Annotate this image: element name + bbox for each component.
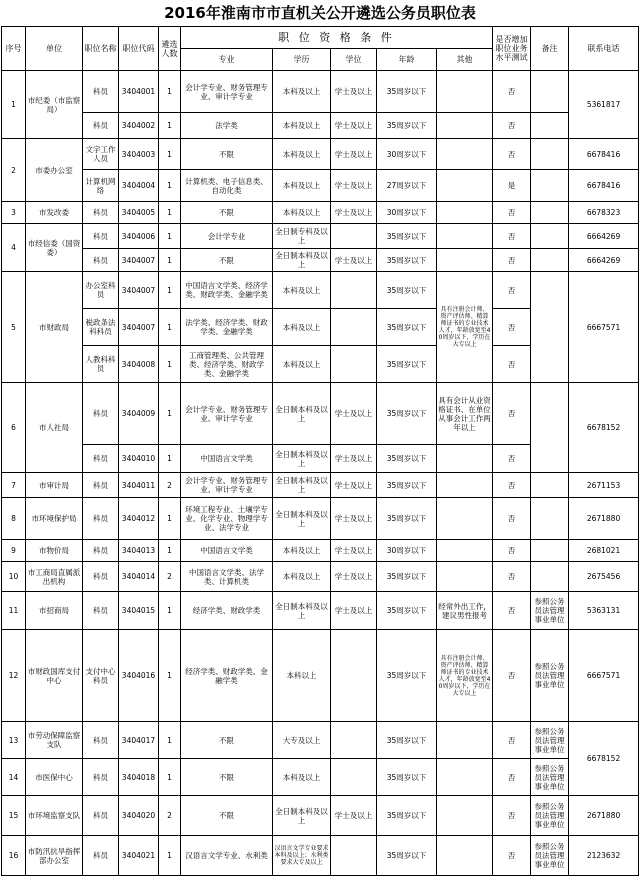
cell-degree: [331, 836, 377, 876]
cell-position-code: 3404014: [119, 562, 159, 592]
cell-num: 1: [159, 272, 181, 309]
cell-seq: 7: [2, 473, 26, 498]
cell-other: [437, 796, 493, 836]
cell-age: 35周岁以下: [377, 796, 437, 836]
table-row: [2, 498, 639, 540]
cell-num: 2: [159, 473, 181, 498]
cell-phone: 6678416: [569, 139, 639, 170]
table-row: [2, 202, 639, 224]
cell-other: [437, 759, 493, 796]
cell-position-name: 科员: [83, 224, 119, 249]
cell-other: 具有注册会计师、资产评估师、精算师证书的专业技术人才，年龄放宽至40周岁以下，学历在大专以上: [437, 272, 493, 383]
cell-education: 本科及以上: [273, 272, 331, 309]
cell-position-name: 科员: [83, 498, 119, 540]
cell-phone: 2123632: [569, 836, 639, 876]
cell-other: 经常外出工作，建议男性报考: [437, 592, 493, 630]
cell-test: 否: [493, 562, 531, 592]
cell-test: 否: [493, 540, 531, 562]
cell-education: 全日制本科及以上: [273, 592, 331, 630]
cell-degree: 学士及以上: [331, 249, 377, 272]
header-remark: 备注: [531, 27, 569, 71]
cell-degree: [331, 722, 377, 759]
cell-education: 全日制本科及以上: [273, 383, 331, 445]
cell-unit: 市环境保护局: [26, 498, 83, 540]
cell-remark: 参照公务员法管理事业单位: [531, 759, 569, 796]
table-row: [2, 836, 639, 876]
cell-position-name: 税政条法科科员: [83, 309, 119, 346]
header-position-name: 职位名称: [83, 27, 119, 71]
cell-phone: 6678152: [569, 383, 639, 473]
cell-seq: 14: [2, 759, 26, 796]
table-row: [2, 630, 639, 722]
cell-num: 1: [159, 249, 181, 272]
cell-other: 具有注册会计师、资产评估师、精算师证书的专业技术人才，年龄放宽至40周岁以下，学历在大专以上: [437, 630, 493, 722]
table-row: [2, 759, 639, 796]
cell-position-code: 3404003: [119, 139, 159, 170]
cell-major: 中国语言文学类、经济学类、财政学类、金融学类: [181, 272, 273, 309]
cell-phone: 5363131: [569, 592, 639, 630]
cell-seq: 16: [2, 836, 26, 876]
cell-seq: 3: [2, 202, 26, 224]
cell-unit: 市物价局: [26, 540, 83, 562]
cell-age: 35周岁以下: [377, 722, 437, 759]
cell-unit: 市经信委（国资委）: [26, 224, 83, 272]
cell-major: 法学类、经济学类、财政学类、金融学类: [181, 309, 273, 346]
cell-degree: 学士及以上: [331, 592, 377, 630]
cell-remark: [531, 383, 569, 473]
table-row: [2, 224, 639, 249]
cell-phone: 2681021: [569, 540, 639, 562]
cell-age: 35周岁以下: [377, 562, 437, 592]
cell-other: [437, 202, 493, 224]
cell-seq: 13: [2, 722, 26, 759]
cell-position-code: 3404006: [119, 224, 159, 249]
cell-position-code: 3404010: [119, 445, 159, 473]
cell-remark: [531, 562, 569, 592]
cell-position-code: 3404018: [119, 759, 159, 796]
cell-seq: 4: [2, 224, 26, 272]
cell-unit: 市工商局直属派出机构: [26, 562, 83, 592]
cell-position-name: 人教科科员: [83, 346, 119, 383]
cell-num: 1: [159, 309, 181, 346]
cell-degree: 学士及以上: [331, 562, 377, 592]
cell-test: 否: [493, 630, 531, 722]
cell-degree: 学士及以上: [331, 71, 377, 113]
table-row: [2, 249, 639, 272]
header-age: 年龄: [377, 49, 437, 71]
header-major: 专业: [181, 49, 273, 71]
cell-unit: 市防汛抗旱指挥部办公室: [26, 836, 83, 876]
cell-education: 本科以上: [273, 630, 331, 722]
header-unit: 单位: [26, 27, 83, 71]
cell-position-name: 科员: [83, 383, 119, 445]
cell-test: 否: [493, 383, 531, 445]
cell-major: 不限: [181, 202, 273, 224]
cell-education: 大专及以上: [273, 722, 331, 759]
cell-phone: 2671153: [569, 473, 639, 498]
cell-position-code: 3404011: [119, 473, 159, 498]
cell-position-name: 文字工作人员: [83, 139, 119, 170]
cell-position-code: 3404007: [119, 272, 159, 309]
cell-age: 35周岁以下: [377, 836, 437, 876]
cell-other: [437, 249, 493, 272]
cell-position-name: 科员: [83, 836, 119, 876]
cell-seq: 1: [2, 71, 26, 139]
cell-seq: 11: [2, 592, 26, 630]
header-other: 其他: [437, 49, 493, 71]
cell-major: 汉语言文学专业、水利类: [181, 836, 273, 876]
cell-position-code: 3404008: [119, 346, 159, 383]
table-row: [2, 170, 639, 202]
cell-degree: 学士及以上: [331, 796, 377, 836]
cell-phone: 6667571: [569, 272, 639, 383]
cell-remark: 参照公务员法管理事业单位: [531, 796, 569, 836]
cell-phone: 5361817: [569, 71, 639, 139]
cell-position-code: 3404001: [119, 71, 159, 113]
cell-age: 30周岁以下: [377, 202, 437, 224]
cell-remark: [531, 224, 569, 249]
cell-major: 不限: [181, 722, 273, 759]
cell-major: 会计学专业、财务管理专业、审计学专业: [181, 473, 273, 498]
cell-test: 否: [493, 796, 531, 836]
cell-num: 1: [159, 224, 181, 249]
cell-unit: 市医保中心: [26, 759, 83, 796]
header-phone: 联系电话: [569, 27, 639, 71]
cell-position-code: 3404020: [119, 796, 159, 836]
cell-unit: 市审计局: [26, 473, 83, 498]
cell-remark: 参照公务员法管理事业单位: [531, 836, 569, 876]
cell-phone: 2671880: [569, 498, 639, 540]
cell-age: 30周岁以下: [377, 139, 437, 170]
cell-education: 本科及以上: [273, 113, 331, 139]
cell-seq: 5: [2, 272, 26, 383]
table-row: [2, 71, 639, 113]
page-title: 2016年淮南市市直机关公开遴选公务员职位表: [164, 4, 476, 22]
cell-education: 全日制本科及以上: [273, 473, 331, 498]
cell-num: 1: [159, 759, 181, 796]
cell-major: 计算机类、电子信息类、自动化类: [181, 170, 273, 202]
cell-remark: [531, 139, 569, 170]
cell-education: 本科及以上: [273, 309, 331, 346]
cell-phone: 6664269: [569, 224, 639, 249]
cell-age: 35周岁以下: [377, 309, 437, 346]
table-row: [2, 722, 639, 759]
cell-age: 35周岁以下: [377, 498, 437, 540]
cell-position-name: 科员: [83, 722, 119, 759]
cell-position-code: 3404007: [119, 309, 159, 346]
cell-phone: 6678416: [569, 170, 639, 202]
cell-education: 汉语言文学专业要求本科及以上；水利类要求大专及以上: [273, 836, 331, 876]
cell-education: 全日制本科及以上: [273, 796, 331, 836]
cell-position-code: 3404015: [119, 592, 159, 630]
cell-test: 否: [493, 202, 531, 224]
cell-education: 全日制本科及以上: [273, 498, 331, 540]
cell-test: 否: [493, 592, 531, 630]
cell-num: 1: [159, 540, 181, 562]
cell-position-name: 科员: [83, 759, 119, 796]
cell-remark: 参照公务员法管理事业单位: [531, 722, 569, 759]
cell-position-code: 3404004: [119, 170, 159, 202]
cell-position-name: 科员: [83, 473, 119, 498]
cell-num: 2: [159, 562, 181, 592]
cell-degree: 学士及以上: [331, 445, 377, 473]
cell-remark: [531, 540, 569, 562]
cell-phone: 6678323: [569, 202, 639, 224]
table-row: [2, 592, 639, 630]
cell-position-name: 科员: [83, 71, 119, 113]
cell-age: 35周岁以下: [377, 759, 437, 796]
cell-num: 1: [159, 71, 181, 113]
cell-test: 否: [493, 445, 531, 473]
cell-test: 否: [493, 759, 531, 796]
cell-education: 本科及以上: [273, 202, 331, 224]
table-row: [2, 383, 639, 445]
cell-test: 否: [493, 309, 531, 346]
cell-position-code: 3404016: [119, 630, 159, 722]
cell-position-name: 计算机网络: [83, 170, 119, 202]
cell-education: 全日制本科及以上: [273, 249, 331, 272]
cell-major: 不限: [181, 759, 273, 796]
cell-test: 否: [493, 71, 531, 113]
cell-position-code: 3404002: [119, 113, 159, 139]
header-qualifications: 职 位 资 格 条 件: [181, 27, 493, 49]
cell-education: 本科及以上: [273, 346, 331, 383]
cell-degree: [331, 309, 377, 346]
cell-test: 否: [493, 272, 531, 309]
cell-major: 会计学专业: [181, 224, 273, 249]
cell-remark: [531, 272, 569, 383]
cell-phone: 2675456: [569, 562, 639, 592]
cell-unit: 市财政局: [26, 272, 83, 383]
cell-degree: [331, 346, 377, 383]
cell-major: 中国语言文学类、法学类、计算机类: [181, 562, 273, 592]
table-row: [2, 473, 639, 498]
cell-unit: 市招商局: [26, 592, 83, 630]
cell-other: [437, 71, 493, 113]
cell-education: 本科及以上: [273, 71, 331, 113]
cell-num: 1: [159, 498, 181, 540]
cell-degree: 学士及以上: [331, 170, 377, 202]
cell-phone: 2671880: [569, 796, 639, 836]
cell-other: 具有会计从业资格证书、在单位从事会计工作两年以上: [437, 383, 493, 445]
cell-unit: 市劳动保障监察支队: [26, 722, 83, 759]
cell-other: [437, 540, 493, 562]
cell-position-code: 3404013: [119, 540, 159, 562]
cell-remark: [531, 473, 569, 498]
cell-age: 35周岁以下: [377, 249, 437, 272]
cell-major: 经济学类、财政学类: [181, 592, 273, 630]
header-num: 遴选人数: [159, 27, 181, 71]
table-row: [2, 796, 639, 836]
cell-age: 35周岁以下: [377, 71, 437, 113]
cell-major: 经济学类、财政学类、金融学类: [181, 630, 273, 722]
cell-major: 不限: [181, 796, 273, 836]
cell-seq: 8: [2, 498, 26, 540]
cell-num: 1: [159, 170, 181, 202]
cell-test: 否: [493, 346, 531, 383]
cell-remark: [531, 249, 569, 272]
cell-other: [437, 562, 493, 592]
cell-unit: 市财政国库支付中心: [26, 630, 83, 722]
cell-other: [437, 498, 493, 540]
cell-degree: 学士及以上: [331, 540, 377, 562]
cell-num: 1: [159, 202, 181, 224]
cell-num: 1: [159, 139, 181, 170]
cell-num: 1: [159, 630, 181, 722]
cell-seq: 10: [2, 562, 26, 592]
cell-position-name: 科员: [83, 249, 119, 272]
cell-education: 全日制本科及以上: [273, 445, 331, 473]
header-degree: 学位: [331, 49, 377, 71]
cell-major: 法学类: [181, 113, 273, 139]
table-row: [2, 139, 639, 170]
cell-num: 1: [159, 722, 181, 759]
cell-phone: 6664269: [569, 249, 639, 272]
cell-unit: 市纪委（市监察局）: [26, 71, 83, 139]
cell-other: [437, 722, 493, 759]
cell-remark: 参照公务员法管理事业单位: [531, 592, 569, 630]
cell-seq: 9: [2, 540, 26, 562]
cell-degree: [331, 224, 377, 249]
cell-position-name: 科员: [83, 540, 119, 562]
cell-age: 35周岁以下: [377, 592, 437, 630]
cell-test: 否: [493, 836, 531, 876]
table-row: [2, 113, 639, 139]
cell-test: 否: [493, 113, 531, 139]
cell-major: 会计学专业、财务管理专业、审计学专业: [181, 71, 273, 113]
cell-position-code: 3404017: [119, 722, 159, 759]
cell-degree: [331, 272, 377, 309]
cell-age: 30周岁以下: [377, 540, 437, 562]
cell-num: 1: [159, 113, 181, 139]
cell-other: [437, 170, 493, 202]
cell-degree: 学士及以上: [331, 498, 377, 540]
cell-other: [437, 139, 493, 170]
cell-position-name: 支付中心科员: [83, 630, 119, 722]
cell-phone: 6678152: [569, 722, 639, 796]
cell-num: 2: [159, 796, 181, 836]
cell-remark: [531, 498, 569, 540]
cell-position-name: 科员: [83, 445, 119, 473]
cell-other: [437, 473, 493, 498]
cell-remark: [531, 202, 569, 224]
cell-num: 1: [159, 836, 181, 876]
cell-seq: 15: [2, 796, 26, 836]
cell-position-code: 3404021: [119, 836, 159, 876]
cell-unit: 市发改委: [26, 202, 83, 224]
cell-test: 否: [493, 722, 531, 759]
cell-seq: 6: [2, 383, 26, 473]
header-education: 学历: [273, 49, 331, 71]
cell-position-name: 科员: [83, 796, 119, 836]
cell-major: 会计学专业、财务管理专业、审计学专业: [181, 383, 273, 445]
cell-test: 否: [493, 473, 531, 498]
cell-test: 否: [493, 249, 531, 272]
cell-major: 不限: [181, 249, 273, 272]
cell-position-name: 科员: [83, 562, 119, 592]
header-seq: 序号: [2, 27, 26, 71]
cell-position-code: 3404012: [119, 498, 159, 540]
cell-other: [437, 445, 493, 473]
cell-seq: 2: [2, 139, 26, 202]
cell-age: 27周岁以下: [377, 170, 437, 202]
cell-unit: 市人社局: [26, 383, 83, 473]
cell-degree: 学士及以上: [331, 473, 377, 498]
cell-test: 否: [493, 139, 531, 170]
cell-education: 全日制专科及以上: [273, 224, 331, 249]
cell-age: 35周岁以下: [377, 113, 437, 139]
cell-education: 本科及以上: [273, 139, 331, 170]
header-test: 是否增加职位业务水平测试: [493, 27, 531, 71]
table-row: [2, 562, 639, 592]
cell-major: 工商管理类、公共管理类、经济学类、财政学类、金融学类: [181, 346, 273, 383]
cell-test: 否: [493, 498, 531, 540]
cell-major: 环境工程专业、土壤学专业、化学专业、物理学专业、法学专业: [181, 498, 273, 540]
cell-phone: 6667571: [569, 630, 639, 722]
cell-major: 中国语言文学类: [181, 445, 273, 473]
cell-remark: 参照公务员法管理事业单位: [531, 630, 569, 722]
cell-seq: 12: [2, 630, 26, 722]
cell-num: 1: [159, 383, 181, 445]
cell-position-code: 3404005: [119, 202, 159, 224]
cell-position-code: 3404009: [119, 383, 159, 445]
cell-age: 35周岁以下: [377, 346, 437, 383]
table-row: [2, 272, 639, 309]
cell-major: 不限: [181, 139, 273, 170]
table-row: [2, 540, 639, 562]
cell-age: 35周岁以下: [377, 272, 437, 309]
cell-num: 1: [159, 346, 181, 383]
cell-test: 否: [493, 224, 531, 249]
header-position-code: 职位代码: [119, 27, 159, 71]
cell-other: [437, 113, 493, 139]
cell-unit: 市环境监察支队: [26, 796, 83, 836]
cell-age: 35周岁以下: [377, 473, 437, 498]
cell-remark: [531, 113, 569, 139]
cell-degree: 学士及以上: [331, 202, 377, 224]
cell-age: 35周岁以下: [377, 224, 437, 249]
cell-position-name: 科员: [83, 113, 119, 139]
cell-num: 1: [159, 592, 181, 630]
cell-age: 35周岁以下: [377, 630, 437, 722]
cell-remark: [531, 71, 569, 113]
cell-degree: 学士及以上: [331, 113, 377, 139]
cell-other: [437, 836, 493, 876]
cell-education: 本科及以上: [273, 562, 331, 592]
cell-education: 本科及以上: [273, 170, 331, 202]
cell-remark: [531, 170, 569, 202]
position-table: [1, 26, 639, 876]
cell-degree: [331, 759, 377, 796]
cell-other: [437, 224, 493, 249]
cell-num: 1: [159, 445, 181, 473]
cell-degree: 学士及以上: [331, 139, 377, 170]
cell-position-name: 科员: [83, 202, 119, 224]
cell-education: 本科及以上: [273, 540, 331, 562]
cell-education: 本科及以上: [273, 759, 331, 796]
cell-position-name: 科员: [83, 592, 119, 630]
cell-test: 是: [493, 170, 531, 202]
cell-degree: [331, 630, 377, 722]
cell-unit: 市委办公室: [26, 139, 83, 202]
cell-position-name: 办公室科员: [83, 272, 119, 309]
cell-age: 35周岁以下: [377, 445, 437, 473]
cell-degree: 学士及以上: [331, 383, 377, 445]
cell-age: 35周岁以下: [377, 383, 437, 445]
cell-major: 中国语言文学类: [181, 540, 273, 562]
cell-position-code: 3404007: [119, 249, 159, 272]
